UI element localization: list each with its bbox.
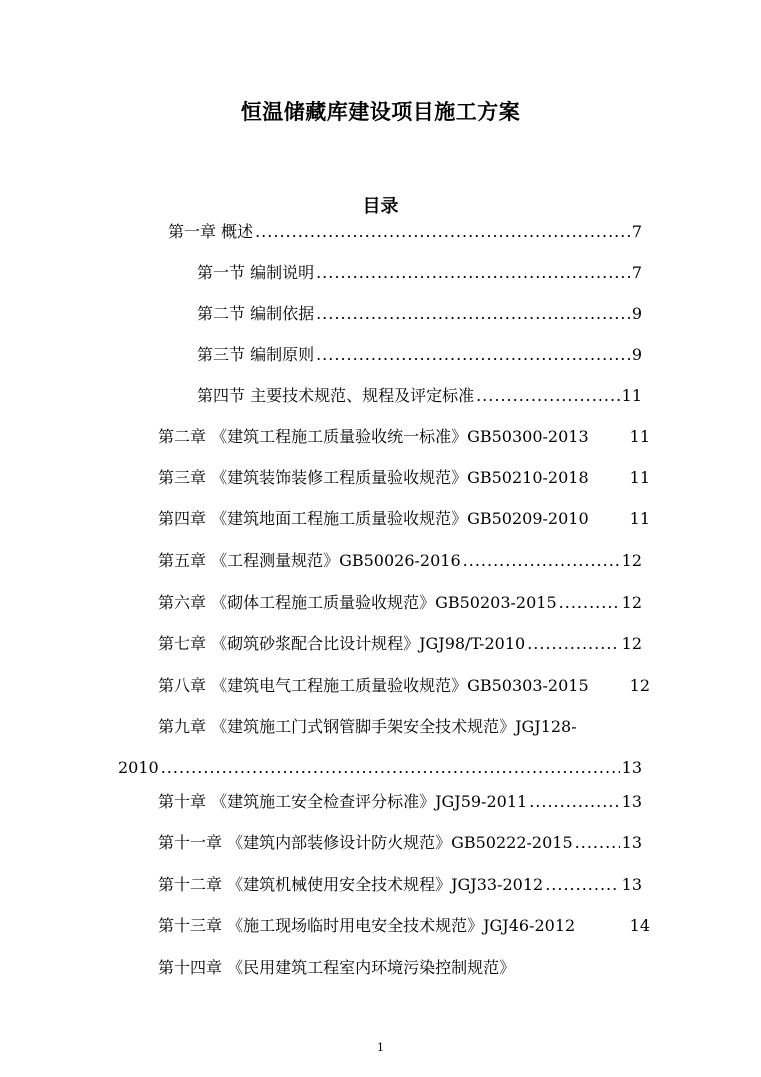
toc-leader [161,757,620,779]
toc-leader [463,550,620,572]
toc-entry-page: 12 [629,676,650,695]
toc-entry-page: 9 [631,345,642,364]
toc-leader [316,303,630,325]
toc-entry[interactable] [158,550,642,572]
toc-entry[interactable] [158,874,642,896]
toc-entry[interactable] [158,791,642,813]
toc-entry-label: 第二节 编制依据 [197,304,315,323]
toc-entry-page: 13 [621,792,642,811]
toc-heading: 目录 [362,196,399,217]
toc-entry-page: 12 [621,551,642,570]
toc-leader [316,344,630,366]
toc-entry[interactable] [158,592,642,614]
toc-entry-label: 第六章 《砌体工程施工质量验收规范》GB50203-2015 [158,593,557,612]
toc-entry[interactable] [158,675,650,697]
toc-entry-page: 7 [631,222,642,241]
document-title: 恒温储藏库建设项目施工方案 [240,100,521,124]
toc-entry-page: 14 [629,916,650,935]
toc-entry-label: 第八章 《建筑电气工程施工质量验收规范》GB50303-2015 [158,676,589,695]
toc-entry[interactable] [168,221,642,243]
toc-leader [575,832,620,854]
toc-entry-page: 11 [629,427,650,446]
toc-entry-label: 第十二章 《建筑机械使用安全技术规程》JGJ33-2012 [158,875,544,894]
toc-leader [529,791,619,813]
page-number: 1 [377,1041,384,1054]
toc-leader [527,633,619,655]
toc-entry-page: 13 [621,833,642,852]
toc-entry-page: 11 [621,386,642,405]
toc-entry-label[interactable]: 第十四章 《民用建筑工程室内环境污染控制规范》 [158,958,516,977]
toc-entry-page: 12 [621,593,642,612]
toc-entry[interactable] [197,344,642,366]
toc-entry-label[interactable]: 第九章 《建筑施工门式钢管脚手架安全技术规范》JGJ128- [158,717,577,736]
toc-entry-page: 13 [621,758,642,777]
toc-entry-page: 11 [629,468,650,487]
toc-leader [545,874,619,896]
toc-entry-page: 12 [621,634,642,653]
toc-entry[interactable] [158,508,650,530]
toc-entry[interactable] [158,832,642,854]
toc-entry-label: 第二章 《建筑工程施工质量验收统一标准》GB50300-2013 [158,427,589,446]
toc-entry[interactable] [197,303,642,325]
toc-leader [559,592,620,614]
toc-leader [476,385,620,407]
toc-entry-label-cont: 2010 [118,758,159,777]
toc-entry[interactable] [158,915,650,937]
toc-entry-label: 第十一章 《建筑内部装修设计防火规范》GB50222-2015 [158,833,573,852]
toc-entry-page: 7 [631,263,642,282]
toc-entry[interactable] [158,426,650,448]
toc-entry-page: 9 [631,304,642,323]
toc-entry[interactable] [197,385,642,407]
toc-entry[interactable] [158,467,650,489]
toc-entry-label: 第十三章 《施工现场临时用电安全技术规范》JGJ46-2012 [158,916,576,935]
toc-entry-label: 第一章 概述 [168,222,254,241]
toc-entry-label: 第三章 《建筑装饰装修工程质量验收规范》GB50210-2018 [158,468,589,487]
toc-entry-label: 第四节 主要技术规范、规程及评定标准 [197,386,475,405]
toc-entry-label: 第十章 《建筑施工安全检查评分标准》JGJ59-2011 [158,792,528,811]
toc-entry-label: 第七章 《砌筑砂浆配合比设计规程》JGJ98/T-2010 [158,634,526,653]
toc-entry-label: 第五章 《工程测量规范》GB50026-2016 [158,551,461,570]
toc-entry-label: 第三节 编制原则 [197,345,315,364]
toc-entry-label: 第一节 编制说明 [197,263,315,282]
toc-entry-page: 11 [629,509,650,528]
toc-leader [255,221,630,243]
toc-leader [316,262,630,284]
toc-entry[interactable] [158,633,642,655]
toc-entry-label: 第四章 《建筑地面工程施工质量验收规范》GB50209-2010 [158,509,589,528]
toc-entry-page: 13 [621,875,642,894]
toc-entry[interactable] [118,757,642,779]
toc-entry[interactable] [197,262,642,284]
